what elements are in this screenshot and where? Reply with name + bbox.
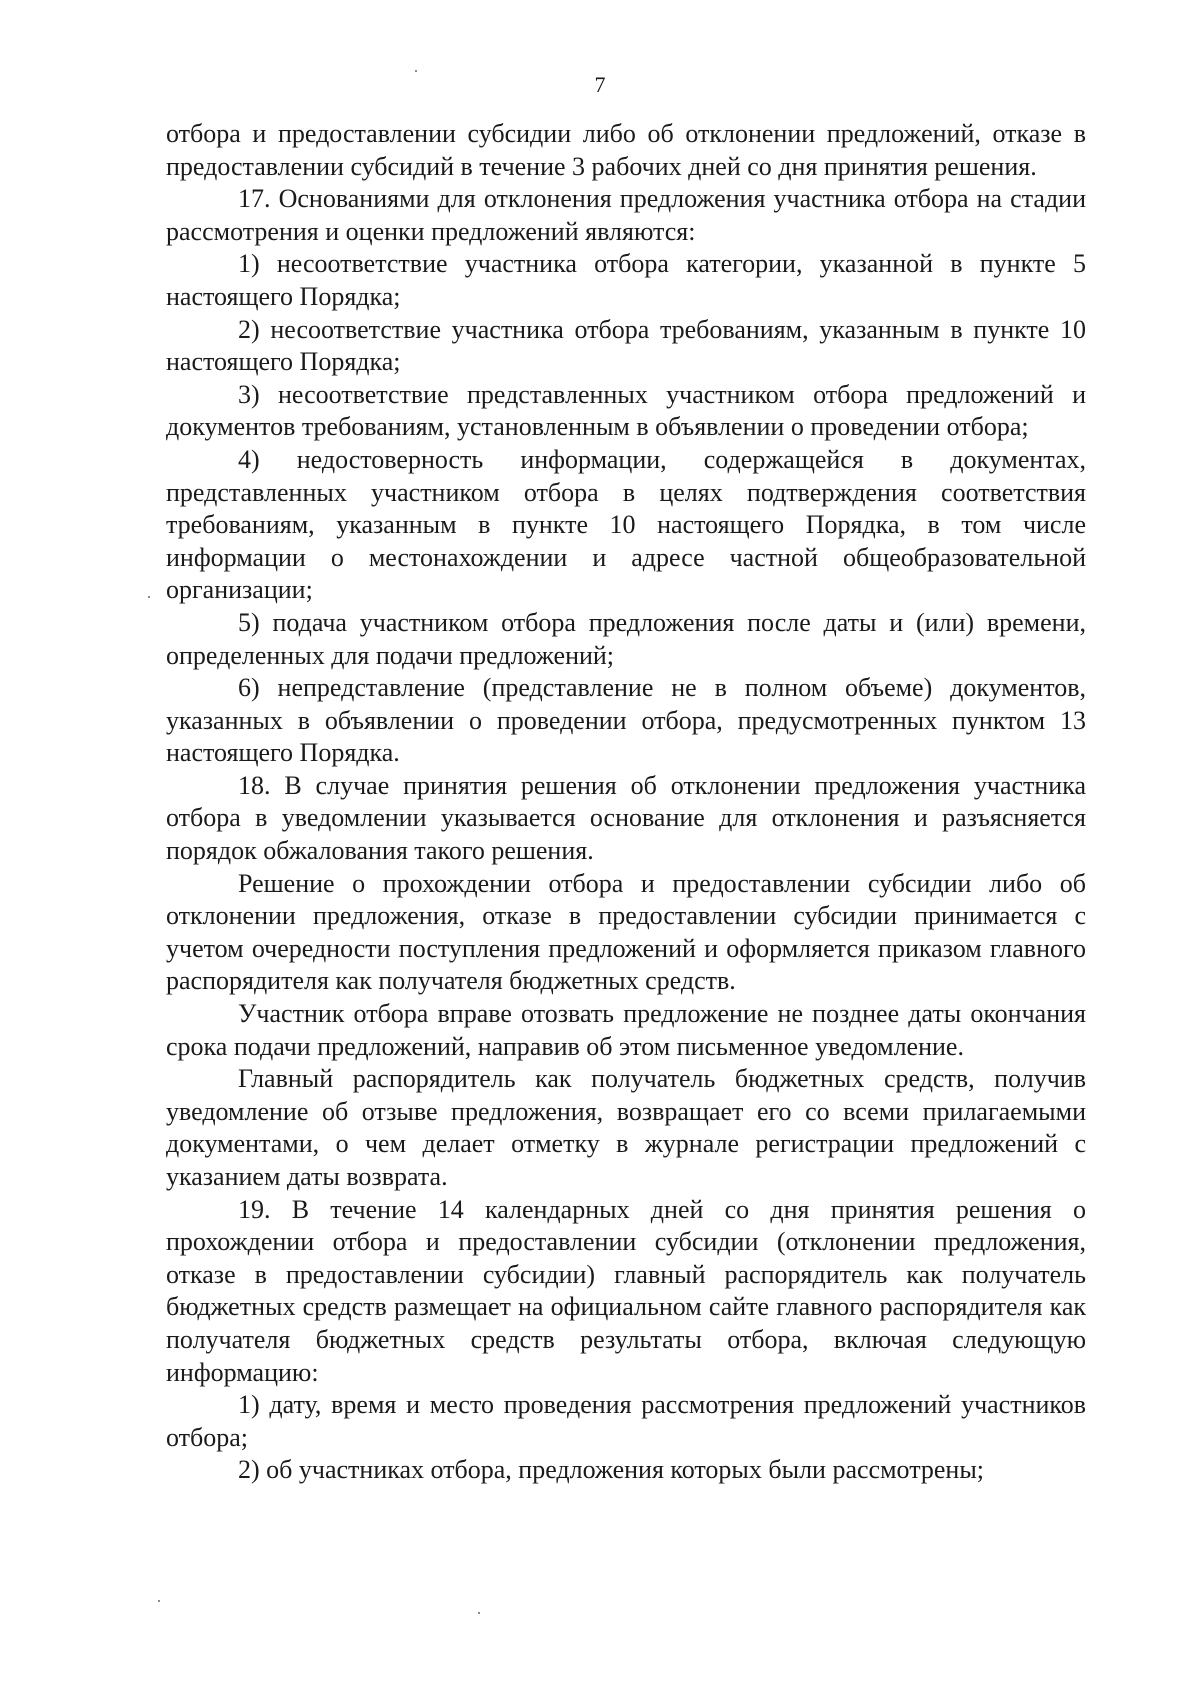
scan-speck	[148, 596, 150, 598]
paragraph-19-sub-2: 2) об участниках отбора, предложения которых были рассмотрены;	[238, 1455, 985, 1485]
paragraph-decision: Решение о прохождении отбора и предоставлении субсидии либо об отклонении предложения, отказе в предоставлении субсидии принимается с учетом очередности поступления предложений и оформляется приказом главного распорядителя как получателя бюджетных средств.	[166, 868, 1086, 996]
paragraph-item-18: 18. В случае принятия решения об отклонении предложения участника отбора в уведомлении указывается основание для отклонения и разъясняется порядок обжалования такого решения.	[166, 770, 1086, 866]
paragraph-17-sub-1: 1) несоответствие участника отбора категории, указанной в пункте 5 настоящего Порядка;	[166, 249, 1086, 311]
paragraph-item-17: 17. Основаниями для отклонения предложения участника отбора на стадии рассмотрения и оценки предложений являются:	[166, 184, 1086, 246]
paragraph-17-sub-4: 4) недостоверность информации, содержащейся в документах, представленных участником отбора в целях подтверждения соответствия требованиям, указанным в пункте 10 настоящего Порядка, в том числе информации о местонахождении и адресе частной общеобразовательной организации;	[166, 444, 1086, 605]
paragraph-17-sub-2: 2) несоответствие участника отбора требованиям, указанным в пункте 10 настоящего Порядка;	[166, 314, 1086, 377]
scan-speck	[158, 1600, 160, 1602]
paragraph-withdrawal: Участник отбора вправе отозвать предложение не позднее даты окончания срока подачи предложений, направив об этом письменное уведомление.	[166, 999, 1086, 1061]
scan-speck	[415, 70, 417, 72]
paragraph-continuation: отбора и предоставлении субсидии либо об отклонении предложений, отказе в предоставлении субсидий в течение 3 рабочих дней со дня принятия решения.	[166, 119, 1086, 181]
page-number: 7	[594, 72, 606, 97]
paragraph-item-19: 19. В течение 14 календарных дней со дня принятия решения о прохождении отбора и предоставлении субсидии (отклонении предложения, отказе в предоставлении субсидии) главный распорядитель как получатель бюджетных средств размещает на официальном сайте главного распорядителя как получателя бюджетных средств результаты отбора, включая следующую информацию:	[166, 1194, 1086, 1387]
paragraph-return: Главный распорядитель как получатель бюджетных средств, получив уведомление об отзыве предложения, возвращает его со всеми прилагаемыми документами, о чем делает отметку в журнале регистрации предложений с указанием даты возврата.	[166, 1064, 1086, 1191]
paragraph-17-sub-5: 5) подача участником отбора предложения после даты и (или) времени, определенных для подачи предложений;	[166, 607, 1086, 670]
paragraph-17-sub-6: 6) непредставление (представление не в полном объеме) документов, указанных в объявлении о проведении отбора, предусмотренных пунктом 13 настоящего Порядка.	[166, 673, 1086, 768]
paragraph-17-sub-3: 3) несоответствие представленных участником отбора предложений и документов требованиям, установленным в объявлении о проведении отбора;	[166, 379, 1086, 442]
scan-speck	[478, 1612, 480, 1614]
paragraph-19-sub-1: 1) дату, время и место проведения рассмотрения предложений участников отбора;	[166, 1390, 1086, 1452]
document-body	[166, 118, 1086, 1487]
